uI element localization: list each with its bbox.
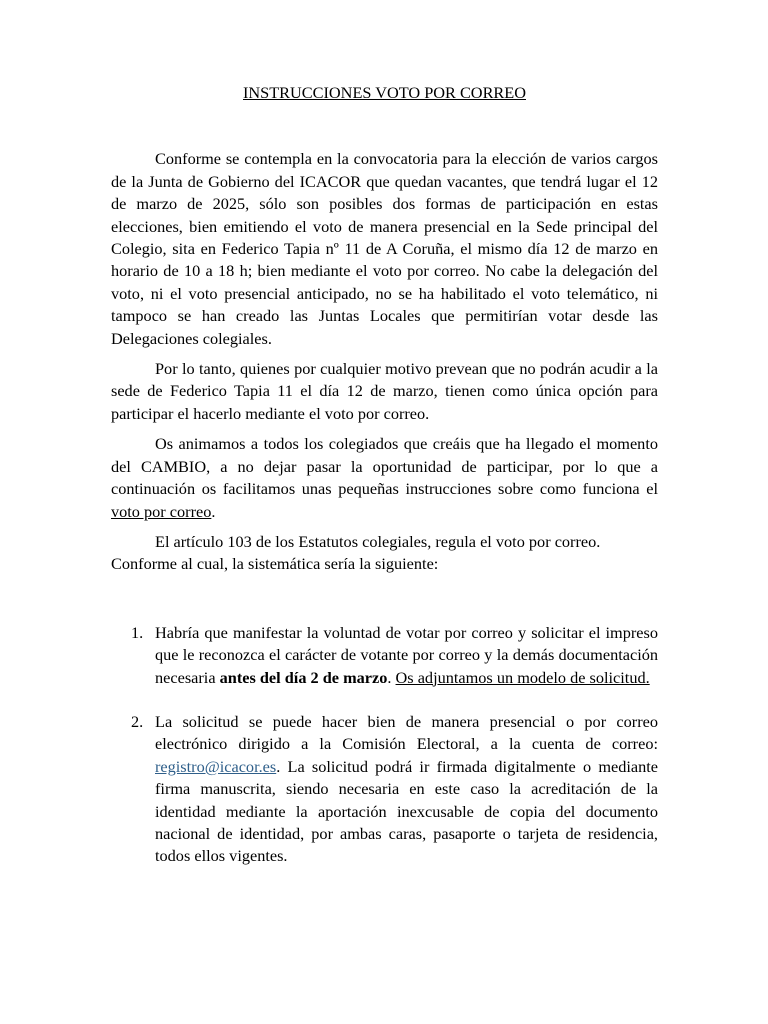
paragraph-articulo-103: El artículo 103 de los Estatutos colegiales, regula el voto por correo. Conforme al cual, la sistemática sería la siguiente: [111,531,601,574]
voto-por-correo-link[interactable]: voto por correo [111,501,212,521]
document-title: INSTRUCCIONES VOTO POR CORREO [242,83,526,102]
modelo-solicitud-link[interactable]: Os adjuntamos un modelo de solicitud. [395,667,650,687]
list-item-text-mid: . [387,667,396,687]
list-item-text: Habría que manifestar la voluntad de votar por correo y solicitar el impreso que le reconozca el carácter de votante por correo y la demás documentación necesaria [155,622,658,687]
deadline-bold-text: antes del día 2 de marzo [219,667,388,687]
paragraph-os-animamos-text: Os animamos a todos los colegiados que creáis que ha llegado el momento del CAMBIO, a no dejar pasar la oportunidad de participar, por lo que a continuación os facilitamos unas pequeñas instrucciones sobre como funciona el [111,434,658,499]
list-item-number: 1. [131,622,144,642]
list-item [111,711,658,868]
email-link[interactable]: registro@icacor.es [155,756,277,776]
paragraph-convocatoria: Conforme se contempla en la convocatoria para la elección de varios cargos de la Junta de Gobierno del ICACOR que quedan vacantes, que tendrá lugar el 12 de marzo de 2025, sólo son posibles dos formas de participación en estas elecciones, bien emitiendo el voto de manera presencial en la Sede principal del Colegio, sita en Federico Tapia nº 11 de A Coruña, el mismo día 12 de marzo en horario de 10 a 18 h; bien mediante el voto por correo. No cabe la delegación del voto, ni el voto presencial anticipado, no se ha habilitado el voto telemático, ni tampoco se han creado las Juntas Locales que permitirían votar desde las Delegaciones colegiales. [111,149,658,348]
document-page [111,82,658,890]
list-item-text-after: . La solicitud podrá ir firmada digitalmente o mediante firma manuscrita, siendo necesaria en este caso la acreditación de la identidad mediante la aportación inexcusable de copia del documento nacional de identidad, por ambas caras, pasaporte o tarjeta de residencia, todos ellos vigentes. [155,756,658,866]
list-item-number: 2. [131,711,144,731]
paragraph-por-lo-tanto: Por lo tanto, quienes por cualquier motivo prevean que no podrán acudir a la sede de Federico Tapia 11 el día 12 de marzo, tienen como única opción para participar el hacerlo mediante el voto por correo. [111,359,658,423]
paragraph-os-animamos [111,433,658,523]
paragraph-os-animamos-end: . [211,501,216,521]
instructions-list [111,622,658,868]
list-item-text: La solicitud se puede hacer bien de manera presencial o por correo electrónico dirigido a la Comisión Electoral, a la cuenta de correo: [155,711,658,754]
list-item [111,622,658,689]
